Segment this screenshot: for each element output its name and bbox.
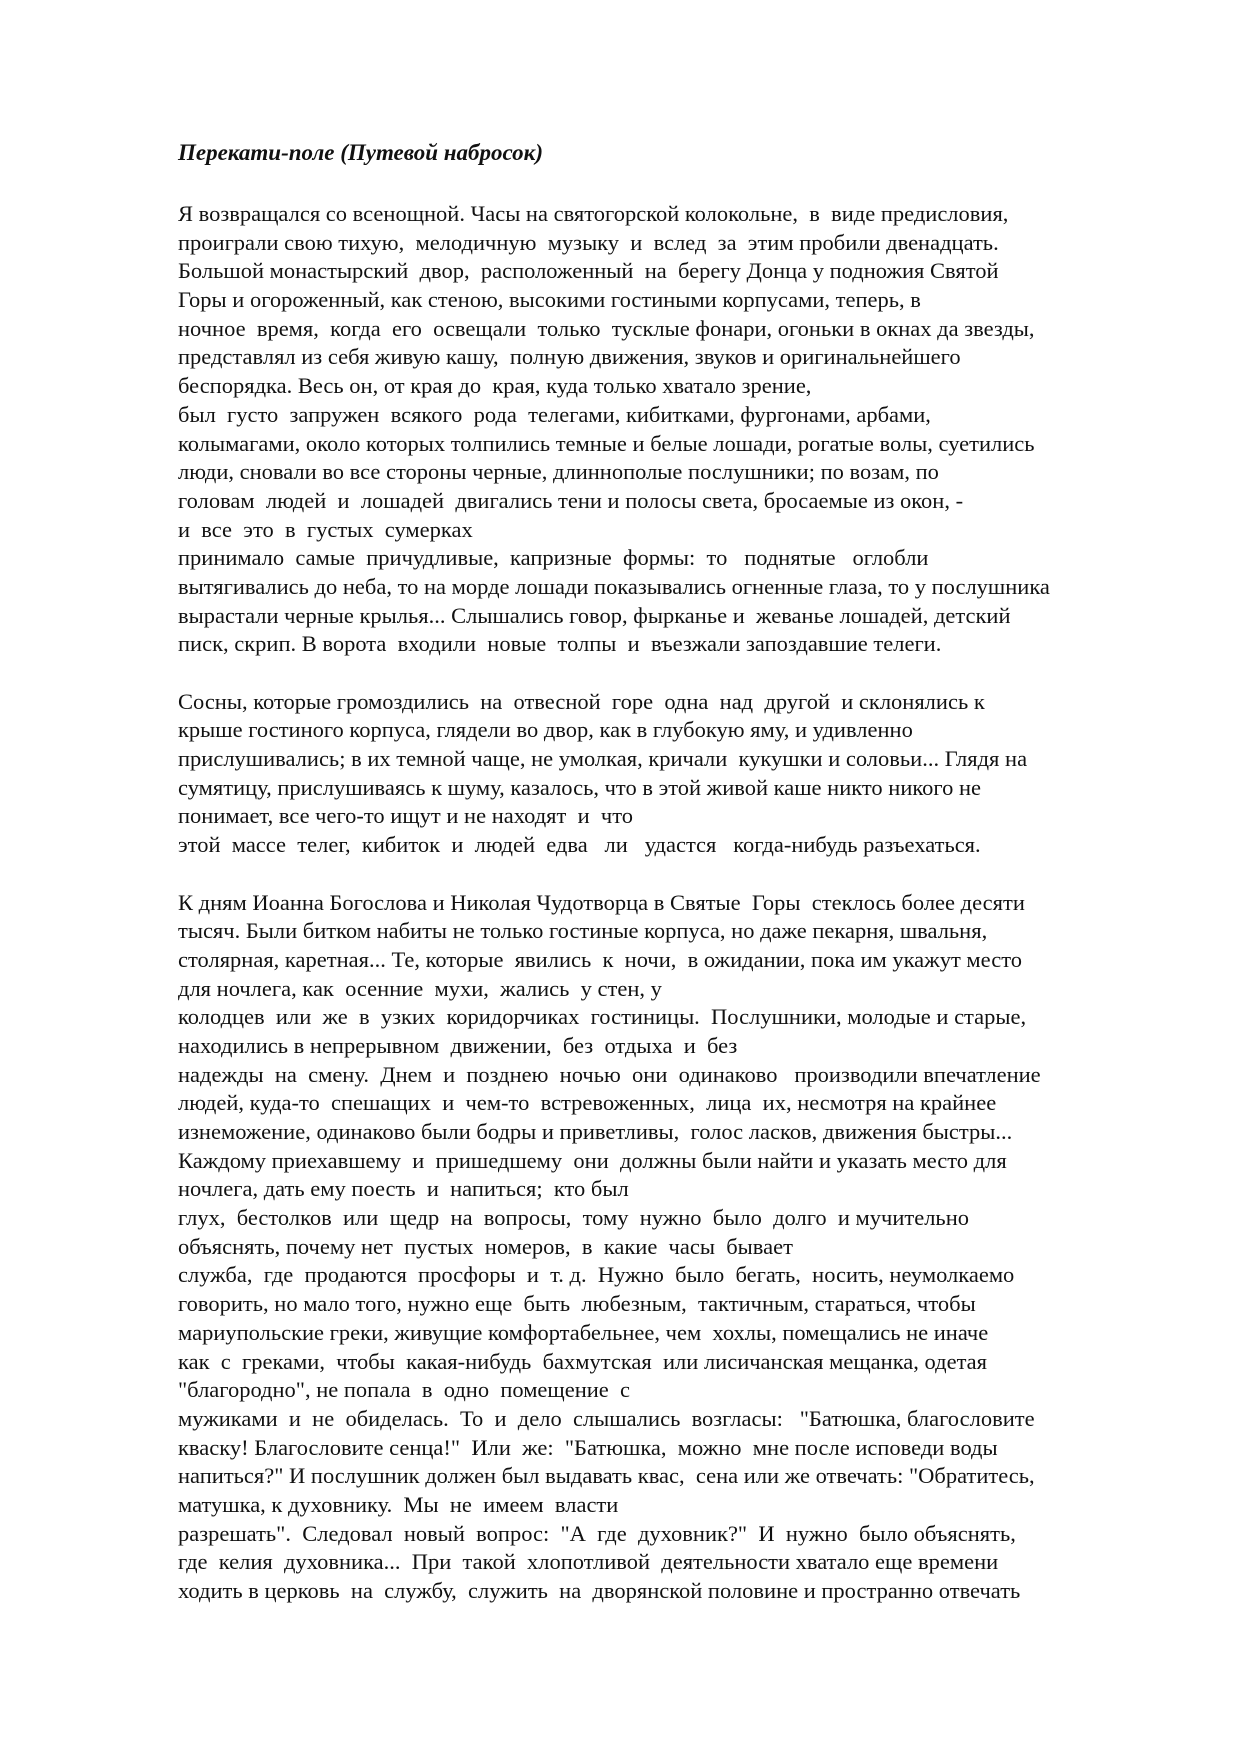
text-line: и все это в густых сумерках <box>178 516 473 542</box>
text-line: столярная, каретная... Те, которые явились к ночи, в ожидании, пока им укажут место <box>178 946 1022 972</box>
text-line: изнеможение, одинаково были бодры и приветливы, голос ласков, движения быстры... <box>178 1119 1013 1144</box>
text-line: мужиками и не обиделась. То и дело слышались возгласы: "Батюшка, благословите <box>178 1405 1035 1431</box>
text-line: Горы и огороженный, как стеною, высокими гостиными корпусами, теперь, в <box>178 287 921 313</box>
text-line: "благородно", не попала в одно помещение с <box>178 1377 631 1403</box>
text-line: ходить в церковь на службу, служить на дворянской половине и пространно отвечать <box>178 1578 1021 1603</box>
text-line: говорить, но мало того, нужно еще быть любезным, тактичным, стараться, чтобы <box>178 1291 976 1317</box>
paragraph <box>178 200 1238 659</box>
text-line: беспорядка. Весь он, от края до края, куда только хватало зрение, <box>178 373 812 399</box>
text-line: кваску! Благословите сенца!" Или же: "Батюшка, можно мне после исповеди воды <box>178 1434 998 1460</box>
text-line: как с греками, чтобы какая-нибудь бахмутская или лисичанская мещанка, одетая <box>178 1348 988 1374</box>
text-line: Каждому приехавшему и пришедшему они должны были найти и указать место для <box>178 1147 1007 1173</box>
text-line: принимало самые причудливые, капризные формы: то поднятые оглобли <box>178 545 929 571</box>
text-line: для ночлега, как осенние мухи, жались у стен, у <box>178 975 662 1001</box>
text-line: этой массе телег, кибиток и людей едва ли удастся когда-нибудь разъехаться. <box>178 832 981 858</box>
text-line: головам людей и лошадей двигались тени и полосы света, бросаемые из окон, - <box>178 487 964 513</box>
text-line: напиться?" И послушник должен был выдавать квас, сена или же отвечать: "Обратитесь, <box>178 1463 1035 1489</box>
text-line: людей, куда-то спешащих и чем-то встревоженных, лица их, несмотря на крайнее <box>178 1090 997 1116</box>
document-body <box>178 200 1238 1634</box>
text-line: колодцев или же в узких коридорчиках гостиницы. Послушники, молодые и старые, <box>178 1004 1027 1030</box>
text-line: где келия духовника... При такой хлопотливой деятельности хватало еще времени <box>178 1549 999 1575</box>
text-line: матушка, к духовнику. Мы не имеем власти <box>178 1491 619 1517</box>
text-line: разрешать". Следовал новый вопрос: "А где духовник?" И нужно было объяснять, <box>178 1520 1016 1546</box>
paragraph <box>178 889 1238 1606</box>
text-line: мариупольские греки, живущие комфортабельнее, чем хохлы, помещались не иначе <box>178 1319 989 1345</box>
text-line: был густо запружен всякого рода телегами, кибитками, фургонами, арбами, <box>178 401 931 427</box>
text-line: понимает, все чего-то ищут и не находят и что <box>178 803 633 829</box>
text-line: ночлега, дать ему поесть и напиться; кто был <box>178 1176 629 1202</box>
text-line: вырастали черные крылья... Слышались говор, фырканье и жеванье лошадей, детский <box>178 602 1011 628</box>
text-line: сумятицу, прислушиваясь к шуму, казалось, что в этой живой каше никто никого не <box>178 774 981 800</box>
document-title: Перекати-поле (Путевой набросок) <box>178 140 543 165</box>
text-line: глух, бестолков или щедр на вопросы, тому нужно было долго и мучительно <box>178 1205 969 1231</box>
text-line: писк, скрип. В ворота входили новые толпы и въезжали запоздавшие телеги. <box>178 631 942 657</box>
text-line: представлял из себя живую кашу, полную движения, звуков и оригинальнейшего <box>178 344 961 370</box>
text-line: крыше гостиного корпуса, глядели во двор, как в глубокую яму, и удивленно <box>178 717 913 743</box>
text-line: надежды на смену. Днем и позднею ночью они одинаково производили впечатление <box>178 1061 1041 1087</box>
text-line: проиграли свою тихую, мелодичную музыку и вслед за этим пробили двенадцать. <box>178 229 999 255</box>
paragraph <box>178 688 1238 860</box>
text-line: люди, сновали во все стороны черные, длиннополые послушники; по возам, по <box>178 459 939 485</box>
text-line: Большой монастырский двор, расположенный на берегу Донца у подножия Святой <box>178 258 999 284</box>
text-line: колымагами, около которых толпились темные и белые лошади, рогатые волы, суетились <box>178 430 1035 456</box>
text-line: находились в непрерывном движении, без отдыха и без <box>178 1032 738 1058</box>
text-line: Сосны, которые громоздились на отвесной горе одна над другой и склонялись к <box>178 688 985 714</box>
text-line: вытягивались до неба, то на морде лошади показывались огненные глаза, то у послушника <box>178 573 1050 599</box>
text-line: тысяч. Были битком набиты не только гостиные корпуса, но даже пекарня, швальня, <box>178 918 988 944</box>
text-line: служба, где продаются просфоры и т. д. Нужно было бегать, носить, неумолкаемо <box>178 1262 1015 1288</box>
text-line: прислушивались; в их темной чаще, не умолкая, кричали кукушки и соловьи... Глядя на <box>178 746 1028 772</box>
text-line: Я возвращался со всенощной. Часы на святогорской колокольне, в виде предисловия, <box>178 201 1009 226</box>
text-line: ночное время, когда его освещали только тусклые фонари, огоньки в окнах да звезды, <box>178 315 1035 341</box>
text-line: К дням Иоанна Богослова и Николая Чудотворца в Святые Горы стеклось более десяти <box>178 889 1025 915</box>
text-line: объяснять, почему нет пустых номеров, в какие часы бывает <box>178 1233 793 1259</box>
